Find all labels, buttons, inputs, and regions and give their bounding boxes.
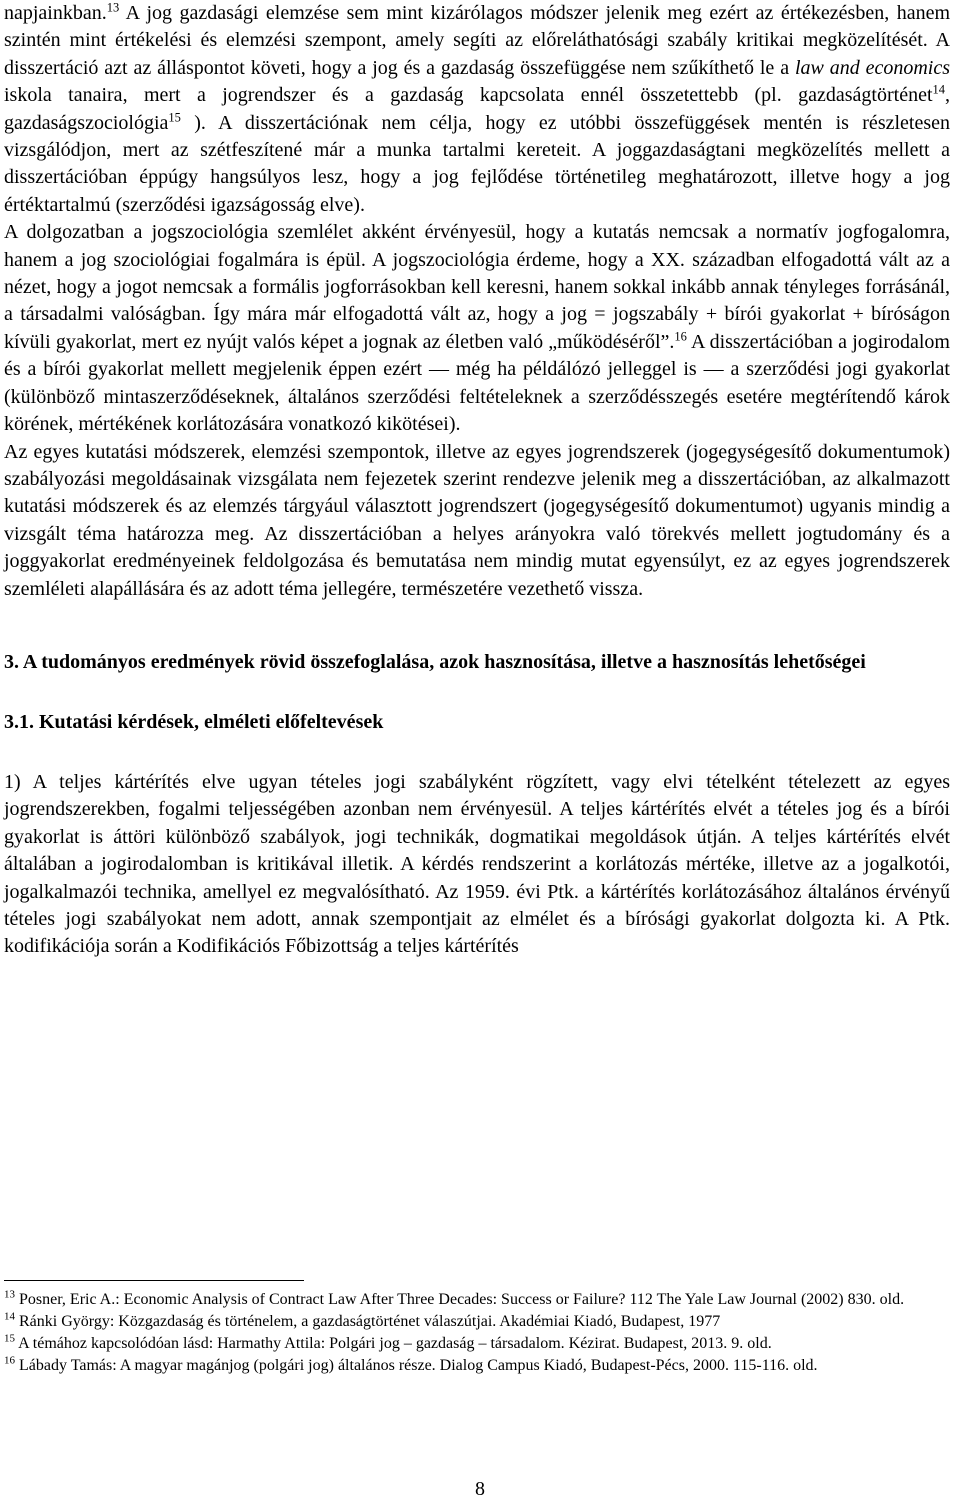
section-heading-3-1: 3.1. Kutatási kérdések, elméleti előfeltevések [4, 710, 384, 733]
text-run: A jog gazdasági elemzése sem mint kizárólagos módszer jelenik meg ezért az értékezésben, hanem szintén mint értékelési és elemzési szempont, amely segíti az előreláthatósági szabály kritikai megközelítését. A disszertáció azt az álláspontot követi, hogy a jog és a gazdaság összefüggése nem szűkíthető le a [4, 2, 950, 79]
paragraph-methodology [4, 0, 950, 219]
footnote-number: 14 [4, 1310, 15, 1323]
page-body [4, 0, 950, 961]
footnote-number: 16 [4, 1354, 15, 1367]
footnote-15 [4, 1334, 950, 1353]
footnote-text: Ránki György: Közgazdaság és történelem, a gazdaságtörténet válaszútjai. Akadémiai Kiadó, Budapest, 1977 [15, 1313, 721, 1330]
italic-term: law and economics [794, 56, 951, 79]
section-heading-3: 3. A tudományos eredmények rövid összefoglalása, azok hasznosítása, illetve a hasznosítás lehetőségei [4, 650, 866, 673]
paragraph-methods: Az egyes kutatási módszerek, elemzési szempontok, illetve az egyes jogrendszerek (jogegységesítő dokumentumok) szabályozási megoldásainak vizsgálata nem fejezetek szerint rendezve jelenik meg a disszertációban, az alkalmazott kutatási módszerek és az elemzés tárgyául választott jogrendszert (jogegységesítő dokumentumot) ugyanis mindig a vizsgált téma határozza meg. Az disszertációban a helyes arányokra való törekvés mellett jogtudomány és a joggyakorlat eredményeinek feldolgozása és bemutatása nem mindig mutat egyensúlyt, ez az egyes jogrendszerek szemléleti alapállására és az adott téma jellegére, természetére vezethető vissza. [4, 440, 950, 600]
page-number: 8 [475, 1478, 485, 1500]
footnote-14 [4, 1312, 950, 1331]
text-run: iskola tanaira, mert a jogrendszer és a gazdaság kapcsolata ennél összetettebb (pl. gazdaságtörténet [4, 84, 933, 107]
footnote-ref-13[interactable]: 13 [106, 0, 120, 15]
paragraph-research-question-1: 1) A teljes kártérítés elve ugyan tételes jogi szabályként rögzített, vagy elvi tételként tételezett az egyes jogrendszerekben, fogalmi teljességében azonban nem érvényesül. A teljes kártérítés elvét a tételes jog és a bírói gyakorlat is áttöri különböző szabályok, jogi technikák, dogmatikai megoldások útján. A teljes kártérítés elvét általában a jogirodalomban is kritikával illetik. A kérdés rendszerint a korlátozás mértéke, illetve az a jogalkotói, jogalkalmazói technika, amellyel ez megvalósítható. Az 1959. évi Ptk. a kártérítés korlátozásához általános érvényű tételes jogi szabályokat nem adott, annak szempontjait az elmélet és a bírósági gyakorlat dolgozta ki. A Ptk. kodifikációja során a Kodifikációs Főbizottság a teljes kártérítés [4, 770, 950, 958]
footnote-ref-15[interactable]: 15 [168, 109, 181, 124]
footnote-text: Posner, Eric A.: Economic Analysis of Contract Law After Three Decades: Success or Failure? 112 The Yale Law Journal (2002) 830. old. [15, 1291, 905, 1308]
footnote-number: 13 [4, 1288, 15, 1301]
footnotes [4, 1290, 950, 1378]
footnote-text: A témához kapcsolódóan lásd: Harmathy Attila: Polgári jog – gazdaság – társadalom. Kézirat. Budapest, 2013. 9. old. [15, 1335, 772, 1352]
footnote-ref-16[interactable]: 16 [674, 329, 687, 344]
text-run: ). A disszertációnak nem célja, hogy ez utóbbi összefüggések mentén is részletesen vizsgálódjon, mert az szétfeszítené már a munka tartalmi kereteit. A joggazdaságtani megközelítés mellett a disszertációban éppúgy hangsúlyos lesz, hogy a jog fejlődése történetileg meghatározott, illetve hogy a jog értéktartalmú (szerződési igazságosság elve). [4, 111, 950, 216]
footnote-separator [4, 1280, 304, 1281]
footnote-13 [4, 1290, 950, 1309]
footnote-ref-14[interactable]: 14 [932, 82, 945, 97]
paragraph-sociology [4, 219, 950, 438]
footnote-16 [4, 1356, 950, 1375]
text-run: , gazdaságszociológia [4, 84, 950, 134]
text-run: napjainkban. [4, 2, 107, 24]
footnote-number: 15 [4, 1332, 15, 1345]
text-run: A dolgozatban a jogszociológia szemlélet akként érvényesül, hogy a kutatás nemcsak a normatív jogfogalomra, hanem a jog szociológiai fogalmára is épül. A jogszociológia érdeme, hogy a XX. században elfogadottá vált az a nézet, hogy a jogot nemcsak a formális jogforrásokban kell keresni, hanem sokkal inkább annak tényleges forrásánál, a társadalmi valóságban. Így mára már elfogadottá vált az, hogy a jog = jogszabály + bírói gyakorlat + bíróságon kívüli gyakorlat, mert ez nyújt valós képet a jognak az életben való „működéséről”. [4, 221, 950, 353]
text-run: A disszertációban a jogirodalom és a bírói gyakorlat mellett megjelenik éppen ezért — még ha példálózó jelleggel is — a szerződési jogi gyakorlat (különböző mintaszerződéseknek, általános szerződési feltételeknek a szerződésszegés esetére megtérítendő károk körének, mértékének korlátozására vonatkozó kikötései). [4, 330, 950, 436]
footnote-text: Lábady Tamás: A magyar magánjog (polgári jog) általános része. Dialog Campus Kiadó, Budapest-Pécs, 2000. 115-116. old. [15, 1357, 818, 1374]
